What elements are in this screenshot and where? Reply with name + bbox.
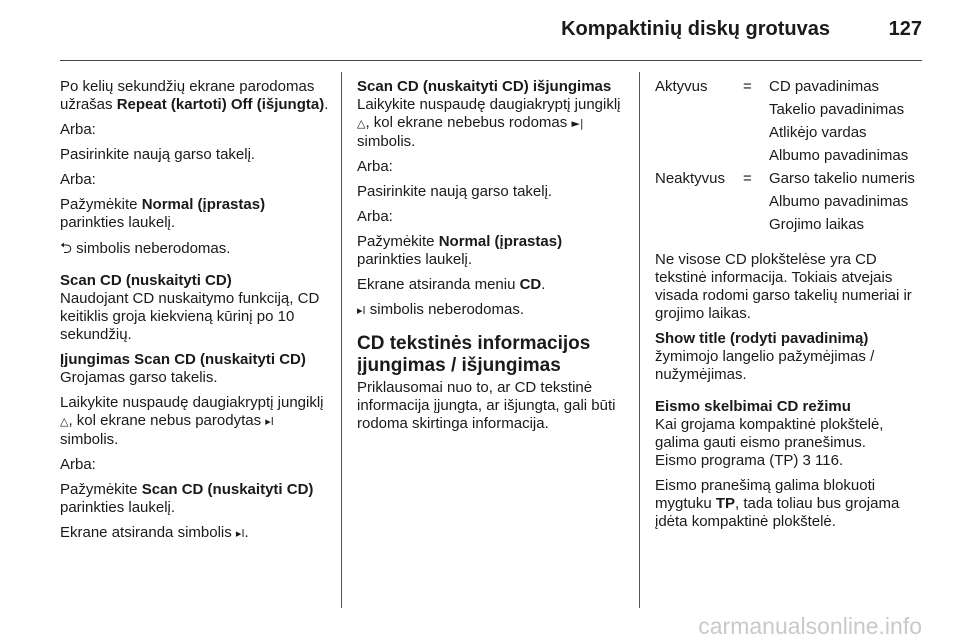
paragraph: ▸l simbolis neberodomas. — [357, 301, 524, 318]
paragraph: Eismo programa (TP) 3 116. — [655, 452, 844, 469]
section-heading: CD tekstinės informacijos įjungimas / išjungimas — [357, 333, 591, 376]
subheading-scan-cd: Scan CD (nuskaityti CD) — [60, 272, 232, 289]
table-cell: Atlikėjo vardas — [769, 124, 867, 141]
scan-icon: ▸l — [235, 527, 245, 540]
table-cell: Albumo pavadinimas — [769, 193, 909, 210]
table-cell: Albumo pavadinimas — [769, 147, 909, 164]
page-reference-icon: 3 — [802, 452, 811, 469]
repeat-icon: ⮌ — [60, 239, 73, 257]
paragraph: Arba: — [60, 456, 96, 473]
table-row — [655, 78, 925, 101]
joystick-icon: △ — [60, 415, 69, 428]
paragraph: Arba: — [357, 208, 393, 225]
table-row — [655, 147, 925, 170]
page-number: 127 — [888, 18, 922, 40]
paragraph: Arba: — [60, 171, 96, 188]
paragraph: Priklausomai nuo to, ar CD tekstinė informacija įjungta, ar išjungta, gali būti rodoma skirtinga informacija. — [357, 379, 616, 432]
paragraph: Arba: — [357, 158, 393, 175]
watermark: carmanualsonline.info — [698, 613, 922, 639]
paragraph: Pasirinkite naują garso takelį. — [357, 183, 553, 200]
table-cell: CD pavadinimas — [769, 78, 880, 95]
paragraph: Ekrane atsiranda meniu CD. — [357, 276, 546, 293]
paragraph: Naudojant CD nuskaitymo funkciją, CD keitiklis groja kiekvieną kūrinį po 10 sekundžių. — [60, 290, 320, 343]
cd-text-table — [655, 78, 925, 239]
column-divider-2 — [639, 72, 640, 608]
page-title: Kompaktinių diskų grotuvas — [561, 18, 830, 40]
table-cell: Grojimo laikas — [769, 216, 865, 233]
paragraph: Laikykite nuspaudę daugiakryptį jungiklį △, kol ekrane nebebus rodomas ►| simbolis. — [357, 96, 621, 150]
paragraph: Kai grojama kompaktinė plokštelė, galima gauti eismo pranešimus. — [655, 416, 884, 451]
column-1 — [60, 78, 332, 550]
table-cell: Takelio pavadinimas — [769, 101, 905, 118]
scan-icon: ▸l — [265, 415, 274, 428]
subheading-scan-cd-off: Scan CD (nuskaityti CD) išjungimas — [357, 78, 612, 95]
table-row — [655, 193, 925, 216]
paragraph: Pažymėkite Normal (įprastas) parinkties laukelį. — [357, 233, 563, 268]
joystick-icon: △ — [357, 117, 366, 130]
equals-sign: = — [743, 170, 752, 187]
table-row — [655, 124, 925, 147]
paragraph: žymimojo langelio pažymėjimas / nužymėjimas. — [655, 348, 875, 383]
column-divider-1 — [341, 72, 342, 608]
paragraph: Arba: — [60, 121, 96, 138]
active-label: Aktyvus — [655, 78, 708, 95]
table-row — [655, 216, 925, 239]
table-row — [655, 170, 925, 193]
paragraph: Laikykite nuspaudę daugiakryptį jungiklį △, kol ekrane nebus parodytas ▸l simbolis. — [60, 394, 324, 448]
paragraph: Ne visose CD plokštelėse yra CD tekstinė informacija. Tokiais atvejais visada rodomi garso takelių numeriai ir grojimo laikas. — [655, 251, 912, 322]
paragraph: Pažymėkite Scan CD (nuskaityti CD) parinkties laukelį. — [60, 481, 314, 516]
equals-sign: = — [743, 78, 752, 95]
paragraph: Eismo pranešimą galima blokuoti mygtuku TP, tada toliau bus grojama įdėta kompaktinė plokštelė. — [655, 477, 900, 530]
paragraph: Po kelių sekundžių ekrane parodomas užrašas Repeat (kartoti) Off (išjungta). — [60, 78, 329, 113]
inactive-label: Neaktyvus — [655, 170, 726, 187]
table-cell: Garso takelio numeris — [769, 170, 915, 187]
scan-icon: ▸l — [357, 304, 366, 317]
paragraph: ⮌ simbolis neberodomas. — [60, 239, 231, 257]
subheading-scan-cd-on: Įjungimas Scan CD (nuskaityti CD) — [60, 351, 306, 368]
paragraph: Grojamas garso takelis. — [60, 369, 218, 386]
paragraph: Pasirinkite naują garso takelį. — [60, 146, 256, 163]
column-2 — [357, 78, 622, 440]
table-row — [655, 101, 925, 124]
paragraph: Ekrane atsiranda simbolis ▸l. — [60, 524, 249, 541]
play-pause-icon: ►| — [571, 117, 584, 130]
header-divider — [60, 60, 922, 61]
subheading-traffic: Eismo skelbimai CD režimu — [655, 398, 851, 415]
subheading-show-title: Show title (rodyti pavadinimą) — [655, 330, 869, 347]
column-3 — [655, 78, 925, 538]
paragraph: Pažymėkite Normal (įprastas) parinkties laukelį. — [60, 196, 266, 231]
